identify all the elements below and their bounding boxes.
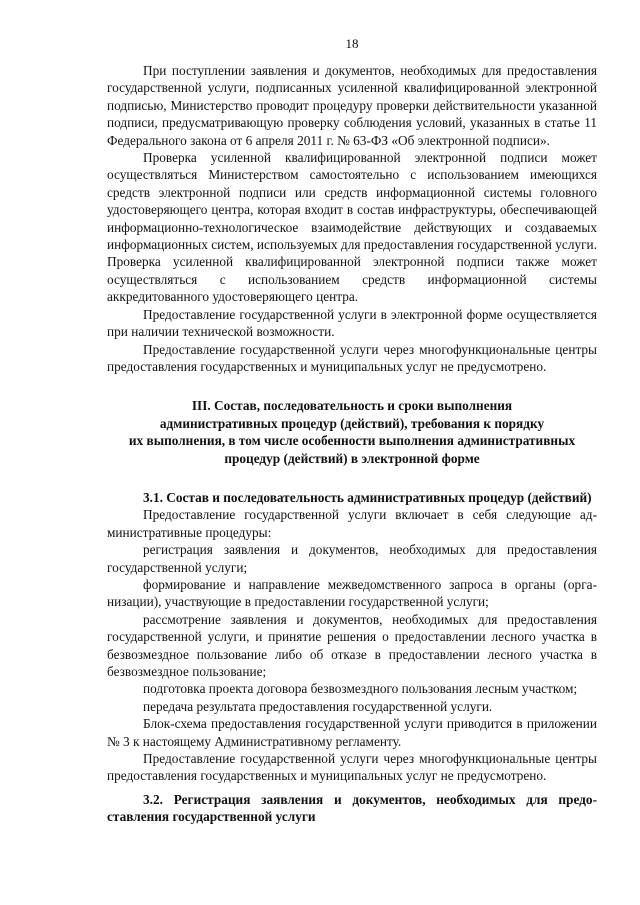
paragraph-electronic-form: Предоставление государственной услуги в электронной форме осуществляется при наличии технической возможности. (107, 306, 597, 340)
paragraph-procedures-intro: Предоставление государственной услуги включает в себя следующие административные процедуры: (107, 507, 597, 540)
list-item-result-transfer: передача результата предоставления государственной услуги. (143, 698, 493, 714)
list-item-registration: регистрация заявления и документов, необходимых для предоставления государственной услуги; (107, 542, 597, 575)
list-item-review-decision: рассмотрение заявления и документов, необходимых для предоставления государственной услуги, и принятие решения о предоставлении лесного участка в безвозмездное пользование либо об отказе в предоставлении лесного участка в безвозмездное пользование; (107, 611, 597, 679)
paragraph-signature-check-methods: Проверка усиленной квалифицированной электронной подписи может осуществляться Министерством самостоятельно с использованием имеющихся средств электронной подписи или средств информационной системы головного удостоверяющего центра, которая входит в состав инфраструктуры, обеспечивающей информационно-технологическое взаимодействие действующих и создаваемых информационных систем, используемых для предоставления государственной услуги. Проверка усиленной квалифицированной электронной подписи также может осуществляться с использованием средств информационной системы аккредитованного удостоверяющего центра. (107, 150, 597, 305)
subsection-heading-3-1: 3.1. Состав и последовательность административных процедур (действий) (143, 489, 592, 505)
paragraph-mfc-not-provided: Предоставление государственной услуги через многофункциональные центры предоставления государственных и муниципальных услуг не предусмотрено. (107, 341, 597, 374)
section-heading-line: III. Состав, последовательность и сроки выполнения (191, 398, 513, 414)
section-heading-line: административных процедур (действий), требования к порядку (159, 415, 545, 431)
section-heading-line: их выполнения, в том числе особенности выполнения административных (128, 433, 576, 449)
section-heading-line: процедур (действий) в электронной форме (224, 450, 480, 466)
list-item-interagency-request: формирование и направление межведомственного запроса в органы (организации), участвующие в предоставлении государственной услуги; (107, 576, 597, 610)
document-body (107, 62, 597, 826)
section-heading (107, 397, 597, 467)
subsection-heading-3-2: 3.2. Регистрация заявления и документов, необходимых для предоставления государственной услуги (107, 791, 597, 825)
list-item-contract-draft: подготовка проекта договора безвозмездного пользования лесным участком; (143, 681, 578, 697)
paragraph-mfc-not-provided-2: Предоставление государственной услуги через многофункциональные центры предоставления государственных и муниципальных услуг не предусмотрено. (107, 751, 597, 784)
paragraph-block-scheme: Блок-схема предоставления государственной услуги приводится в приложении № 3 к настоящему Административному регламенту. (107, 716, 597, 749)
page-number: 18 (345, 36, 359, 51)
paragraph-signature-verification: При поступлении заявления и документов, необходимых для предоставления государственной услуги, подписанных усиленной квалифицированной электронной подписью, Министерство проводит процедуру проверки действительности указанной подписи, предусматривающую проверку соблюдения условий, указанных в статье 11 Федерального закона от 6 апреля 2011 г. № 63-ФЗ «Об электронной подписи». (107, 63, 597, 148)
